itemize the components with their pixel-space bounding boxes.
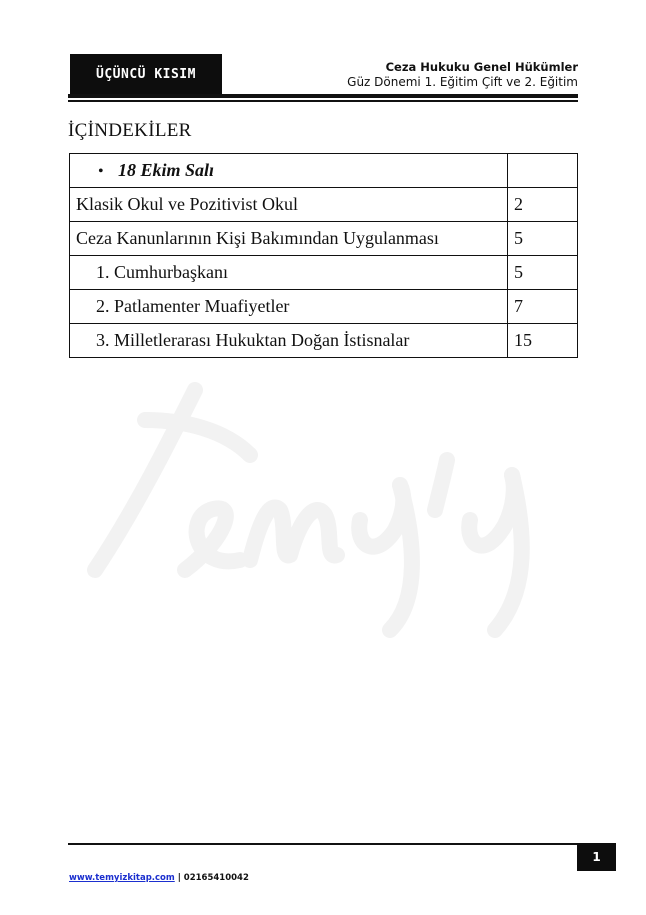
toc-entry-page: 5 (508, 222, 578, 256)
document-header (347, 60, 578, 90)
toc-entry-page: 7 (508, 290, 578, 324)
table-row (70, 324, 578, 358)
footer-contact (69, 873, 249, 883)
toc-entry-label: Klasik Okul ve Pozitivist Okul (70, 188, 508, 222)
bullet-icon: • (98, 163, 104, 180)
toc-date: 18 Ekim Salı (118, 160, 215, 180)
toc-entry-label: 3. Milletlerarası Hukuktan Doğan İstisnalar (70, 324, 508, 358)
table-row (70, 222, 578, 256)
toc-entry-page: 2 (508, 188, 578, 222)
section-badge-label: ÜÇÜNCÜ KISIM (96, 66, 196, 82)
footer-separator: | (177, 873, 181, 883)
toc-date-cell (70, 154, 508, 188)
page-number (577, 843, 616, 871)
table-row (70, 290, 578, 324)
toc-entry-label: Ceza Kanunlarının Kişi Bakımından Uygulanması (70, 222, 508, 256)
document-title: Ceza Hukuku Genel Hükümler (385, 60, 578, 74)
toc-entry-label: 2. Patlamenter Muafiyetler (70, 290, 508, 324)
header-rule-thick (68, 94, 578, 98)
toc-entry-page: 5 (508, 256, 578, 290)
table-row (70, 188, 578, 222)
table-row (70, 256, 578, 290)
toc-entry-label: 1. Cumhurbaşkanı (70, 256, 508, 290)
document-subtitle: Güz Dönemi 1. Eğitim Çift ve 2. Eğitim (347, 75, 578, 89)
website-link[interactable]: www.temyizkitap.com (69, 873, 175, 883)
table-of-contents (69, 153, 578, 358)
section-badge (70, 54, 222, 94)
toc-heading: İÇİNDEKİLER (68, 120, 192, 141)
toc-entry-page: 15 (508, 324, 578, 358)
page-number-label: 1 (592, 850, 601, 864)
toc-date-row (70, 154, 578, 188)
phone-number: 02165410042 (183, 873, 249, 883)
footer-rule (68, 843, 578, 845)
toc-date-page (508, 154, 578, 188)
header-rule-thin (68, 100, 578, 102)
